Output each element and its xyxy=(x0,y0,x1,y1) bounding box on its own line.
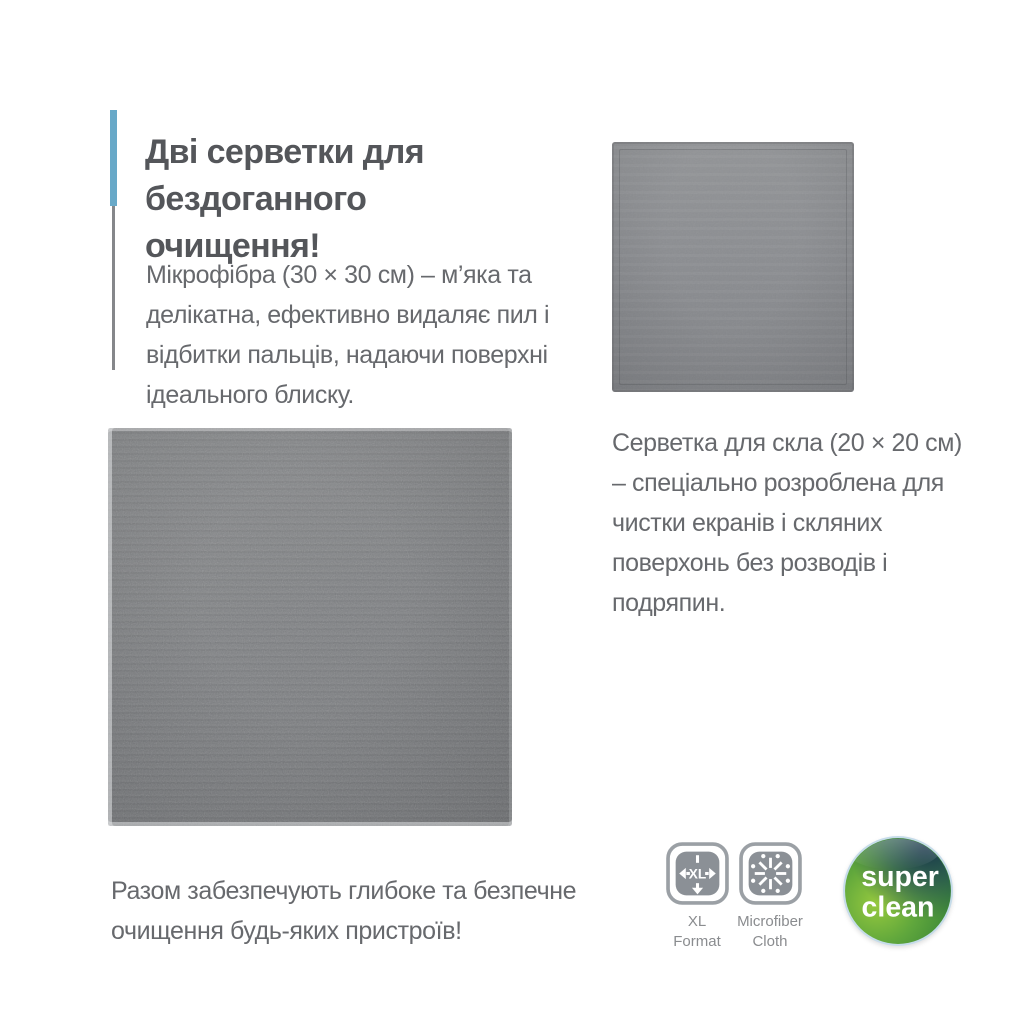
super-clean-badge-icon xyxy=(842,835,954,947)
description-line: Серветка для скла (20 × 20 см) xyxy=(612,429,962,457)
microfiber-cloth-texture xyxy=(108,428,512,826)
description-line: – спеціально розроблена для xyxy=(612,469,944,497)
description-line: ідеального блиску. xyxy=(146,381,354,409)
feature-xl-format-label xyxy=(673,912,721,952)
footer-line: очищення будь-яких пристроїв! xyxy=(111,917,462,945)
feature-label-line: Format xyxy=(673,933,721,950)
feature-label-line: Microfiber xyxy=(737,913,803,930)
super-clean-badge xyxy=(842,835,954,947)
feature-microfiber-cloth-label xyxy=(737,912,803,952)
glass-cloth-texture xyxy=(612,142,854,392)
description-line: чистки екранів і скляних xyxy=(612,509,883,537)
page-title-line: Дві серветки для xyxy=(145,132,424,171)
footer-summary xyxy=(111,871,576,951)
microfiber-cloth-icon xyxy=(739,842,802,905)
feature-microfiber-cloth xyxy=(722,842,818,952)
accent-line xyxy=(112,206,115,370)
glass-cloth-description xyxy=(612,423,962,623)
glass-cloth-photo xyxy=(612,142,854,392)
description-line: поверхонь без розводів і xyxy=(612,549,888,577)
description-line: відбитки пальців, надаючи поверхні xyxy=(146,341,548,369)
description-line: подряпин. xyxy=(612,589,726,617)
xl-icon-text: XL xyxy=(688,866,706,882)
description-line: делікатна, ефективно видаляє пил і xyxy=(146,301,550,329)
microfiber-cloth-photo xyxy=(108,428,512,826)
badge-text-super: super xyxy=(861,860,939,893)
microfiber-description xyxy=(146,255,549,415)
page-title xyxy=(145,129,424,270)
xl-format-icon xyxy=(666,842,729,905)
feature-label-line: Cloth xyxy=(752,933,788,950)
description-line: Мікрофібра (30 × 30 см) – м’яка та xyxy=(146,261,532,289)
page-title-line: бездоганного xyxy=(145,179,367,218)
badge-text-clean: clean xyxy=(861,891,935,924)
accent-bar xyxy=(110,110,117,206)
footer-line: Разом забезпечують глибоке та безпечне xyxy=(111,877,577,905)
page-title-line: очищення! xyxy=(145,226,320,265)
feature-label-line: XL xyxy=(687,913,707,930)
